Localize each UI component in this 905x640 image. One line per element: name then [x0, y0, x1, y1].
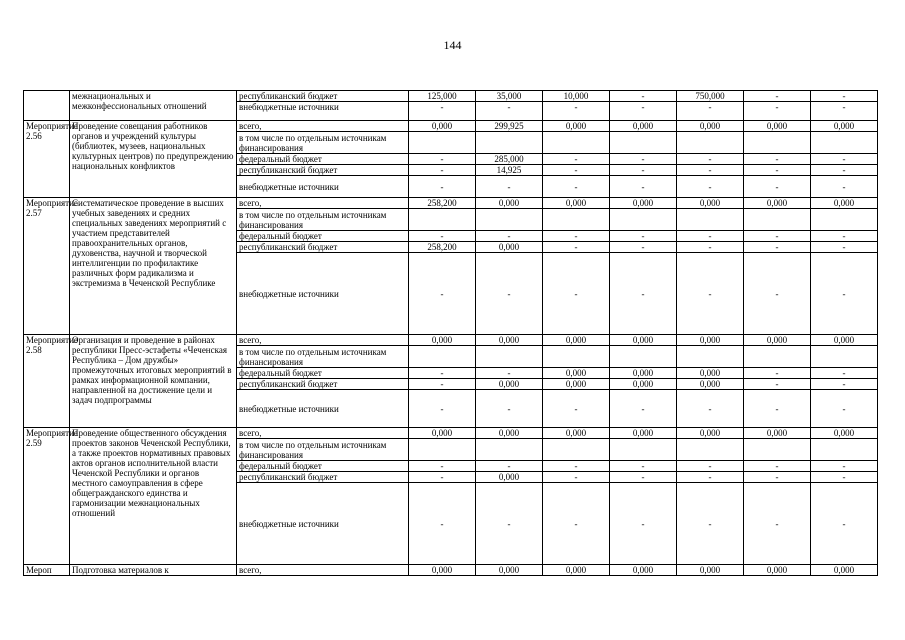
- amount-cell: -: [677, 483, 744, 565]
- amount-cell: 0,000: [409, 335, 476, 346]
- table-row: [24, 198, 878, 209]
- amount-cell: -: [543, 253, 610, 335]
- amount-cell: [610, 346, 677, 368]
- amount-cell: -: [811, 368, 878, 379]
- amount-cell: 0,000: [811, 565, 878, 576]
- amount-cell: -: [811, 91, 878, 102]
- amount-cell: 14,925: [476, 165, 543, 176]
- amount-cell: 299,925: [476, 121, 543, 132]
- amount-cell: -: [409, 390, 476, 428]
- table-row: [24, 565, 878, 576]
- amount-cell: -: [409, 165, 476, 176]
- amount-cell: 0,000: [677, 121, 744, 132]
- page-number: 144: [443, 38, 462, 52]
- amount-cell: [744, 346, 811, 368]
- amount-cell: -: [476, 253, 543, 335]
- amount-cell: [409, 209, 476, 231]
- amount-cell: 0,000: [476, 242, 543, 253]
- amount-cell: -: [811, 253, 878, 335]
- table-row: [24, 335, 878, 346]
- amount-cell: [543, 346, 610, 368]
- amount-cell: [677, 346, 744, 368]
- amount-cell: 0,000: [744, 121, 811, 132]
- amount-cell: [610, 209, 677, 231]
- amount-cell: 0,000: [409, 121, 476, 132]
- amount-cell: -: [677, 176, 744, 198]
- measure-title-cell: Организация и проведение в районах республики Пресс-эстафеты «Чеченская Республика – Дом дружбы» промежуточных итоговых мероприятий в рамках информационной компании, направленной на достижение цели и задач подпрограммы: [70, 335, 237, 428]
- measure-code-cell: Мероприятие 2.59: [24, 428, 70, 565]
- funding-source-cell: всего,: [237, 428, 409, 439]
- measure-title-cell: Проведение общественного обсуждения проектов законов Чеченской Республики, а также проектов нормативных правовых актов органов исполнительной власти Чеченской Республики и органов местного самоуправления в сфере общегражданского единства и гармонизации межнациональных отношений: [70, 428, 237, 565]
- funding-source-cell: республиканский бюджет: [237, 242, 409, 253]
- amount-cell: -: [811, 379, 878, 390]
- amount-cell: -: [610, 102, 677, 121]
- amount-cell: -: [476, 368, 543, 379]
- funding-source-cell: всего,: [237, 335, 409, 346]
- amount-cell: 0,000: [744, 565, 811, 576]
- amount-cell: -: [677, 390, 744, 428]
- amount-cell: 0,000: [811, 121, 878, 132]
- amount-cell: -: [811, 483, 878, 565]
- amount-cell: [811, 132, 878, 154]
- table-row: [24, 428, 878, 439]
- amount-cell: 0,000: [610, 198, 677, 209]
- amount-cell: 0,000: [677, 198, 744, 209]
- measure-title-cell: Систематическое проведение в высших учебных заведениях и средних специальных заведениях мероприятий с участием представителей правоохранительных органов, духовенства, научной и творческой интеллигенции по профилактике различных форм радикализма и экстремизма в Чеченской Республике: [70, 198, 237, 335]
- amount-cell: -: [610, 242, 677, 253]
- measure-code-cell: Мероприятие 2.57: [24, 198, 70, 335]
- amount-cell: 0,000: [409, 428, 476, 439]
- amount-cell: 0,000: [543, 368, 610, 379]
- amount-cell: 0,000: [811, 198, 878, 209]
- amount-cell: [409, 439, 476, 461]
- amount-cell: 285,000: [476, 154, 543, 165]
- amount-cell: -: [811, 461, 878, 472]
- amount-cell: [409, 346, 476, 368]
- amount-cell: 0,000: [677, 428, 744, 439]
- amount-cell: -: [744, 165, 811, 176]
- funding-source-cell: республиканский бюджет: [237, 91, 409, 102]
- amount-cell: 35,000: [476, 91, 543, 102]
- measure-title-cell: Проведение совещания работников органов и учреждений культуры (библиотек, музеев, национальных культурных центров) по предупреждению национальных конфликтов: [70, 121, 237, 198]
- amount-cell: -: [610, 390, 677, 428]
- funding-source-cell: всего,: [237, 198, 409, 209]
- amount-cell: -: [610, 91, 677, 102]
- amount-cell: 0,000: [409, 565, 476, 576]
- amount-cell: 0,000: [610, 379, 677, 390]
- amount-cell: [610, 439, 677, 461]
- amount-cell: -: [543, 231, 610, 242]
- amount-cell: -: [409, 231, 476, 242]
- amount-cell: -: [476, 390, 543, 428]
- amount-cell: -: [543, 242, 610, 253]
- amount-cell: 125,000: [409, 91, 476, 102]
- amount-cell: 0,000: [476, 198, 543, 209]
- amount-cell: [811, 439, 878, 461]
- amount-cell: -: [677, 165, 744, 176]
- amount-cell: [811, 209, 878, 231]
- amount-cell: -: [409, 154, 476, 165]
- amount-cell: [811, 346, 878, 368]
- amount-cell: 0,000: [610, 428, 677, 439]
- amount-cell: [610, 132, 677, 154]
- amount-cell: -: [476, 461, 543, 472]
- amount-cell: -: [677, 472, 744, 483]
- funding-source-cell: всего,: [237, 121, 409, 132]
- budget-table-body: [24, 91, 878, 576]
- amount-cell: -: [610, 461, 677, 472]
- amount-cell: [543, 209, 610, 231]
- amount-cell: [744, 132, 811, 154]
- amount-cell: [476, 439, 543, 461]
- amount-cell: -: [476, 102, 543, 121]
- amount-cell: 750,000: [677, 91, 744, 102]
- amount-cell: 0,000: [744, 335, 811, 346]
- amount-cell: -: [610, 253, 677, 335]
- amount-cell: 0,000: [476, 565, 543, 576]
- amount-cell: -: [610, 472, 677, 483]
- amount-cell: -: [811, 176, 878, 198]
- amount-cell: -: [409, 461, 476, 472]
- amount-cell: 0,000: [476, 379, 543, 390]
- funding-source-cell: внебюджетные источники: [237, 253, 409, 335]
- table-row: [24, 91, 878, 102]
- funding-source-cell: республиканский бюджет: [237, 379, 409, 390]
- amount-cell: -: [610, 231, 677, 242]
- amount-cell: 0,000: [744, 198, 811, 209]
- funding-source-cell: республиканский бюджет: [237, 472, 409, 483]
- funding-source-cell: внебюджетные источники: [237, 483, 409, 565]
- amount-cell: -: [409, 483, 476, 565]
- amount-cell: -: [409, 176, 476, 198]
- amount-cell: -: [744, 368, 811, 379]
- funding-source-cell: внебюджетные источники: [237, 390, 409, 428]
- amount-cell: 0,000: [543, 198, 610, 209]
- amount-cell: 0,000: [476, 335, 543, 346]
- amount-cell: -: [610, 483, 677, 565]
- amount-cell: -: [543, 165, 610, 176]
- amount-cell: 0,000: [677, 565, 744, 576]
- amount-cell: -: [610, 154, 677, 165]
- amount-cell: [476, 209, 543, 231]
- measure-title-cell: межнациональных и межконфессиональных отношений: [70, 91, 237, 121]
- amount-cell: -: [744, 102, 811, 121]
- amount-cell: -: [476, 176, 543, 198]
- amount-cell: -: [409, 102, 476, 121]
- measure-code-cell: Мероприятие 2.58: [24, 335, 70, 428]
- amount-cell: [409, 132, 476, 154]
- amount-cell: -: [476, 231, 543, 242]
- amount-cell: 0,000: [744, 428, 811, 439]
- amount-cell: -: [811, 390, 878, 428]
- amount-cell: 0,000: [677, 379, 744, 390]
- funding-source-cell: федеральный бюджет: [237, 154, 409, 165]
- amount-cell: 0,000: [677, 368, 744, 379]
- amount-cell: 0,000: [543, 428, 610, 439]
- measure-code-cell: [24, 91, 70, 121]
- measure-code-cell: Мероп: [24, 565, 70, 576]
- amount-cell: -: [811, 154, 878, 165]
- amount-cell: -: [610, 176, 677, 198]
- funding-source-cell: федеральный бюджет: [237, 231, 409, 242]
- amount-cell: 0,000: [543, 379, 610, 390]
- funding-source-cell: в том числе по отдельным источникам финансирования: [237, 439, 409, 461]
- amount-cell: -: [543, 102, 610, 121]
- amount-cell: -: [409, 379, 476, 390]
- amount-cell: -: [409, 253, 476, 335]
- amount-cell: 258,200: [409, 242, 476, 253]
- amount-cell: 0,000: [811, 335, 878, 346]
- funding-source-cell: федеральный бюджет: [237, 461, 409, 472]
- amount-cell: -: [677, 231, 744, 242]
- amount-cell: 258,200: [409, 198, 476, 209]
- amount-cell: 0,000: [610, 335, 677, 346]
- amount-cell: -: [744, 379, 811, 390]
- amount-cell: 0,000: [476, 472, 543, 483]
- amount-cell: -: [409, 472, 476, 483]
- amount-cell: -: [811, 102, 878, 121]
- amount-cell: -: [744, 242, 811, 253]
- amount-cell: 0,000: [610, 565, 677, 576]
- budget-table: [23, 90, 878, 576]
- funding-source-cell: всего,: [237, 565, 409, 576]
- amount-cell: [476, 132, 543, 154]
- amount-cell: -: [409, 368, 476, 379]
- amount-cell: -: [744, 176, 811, 198]
- amount-cell: 0,000: [543, 565, 610, 576]
- amount-cell: -: [677, 242, 744, 253]
- amount-cell: -: [543, 461, 610, 472]
- measure-title-cell: Подготовка материалов к: [70, 565, 237, 576]
- funding-source-cell: в том числе по отдельным источникам финансирования: [237, 346, 409, 368]
- funding-source-cell: федеральный бюджет: [237, 368, 409, 379]
- amount-cell: -: [677, 461, 744, 472]
- amount-cell: 0,000: [543, 121, 610, 132]
- amount-cell: -: [543, 483, 610, 565]
- amount-cell: -: [811, 242, 878, 253]
- amount-cell: 0,000: [610, 121, 677, 132]
- funding-source-cell: в том числе по отдельным источникам финансирования: [237, 209, 409, 231]
- amount-cell: 10,000: [543, 91, 610, 102]
- amount-cell: -: [811, 231, 878, 242]
- amount-cell: -: [610, 165, 677, 176]
- amount-cell: -: [744, 390, 811, 428]
- amount-cell: [543, 439, 610, 461]
- amount-cell: 0,000: [476, 428, 543, 439]
- amount-cell: -: [811, 472, 878, 483]
- funding-source-cell: внебюджетные источники: [237, 176, 409, 198]
- amount-cell: -: [677, 154, 744, 165]
- amount-cell: 0,000: [543, 335, 610, 346]
- amount-cell: -: [543, 176, 610, 198]
- amount-cell: -: [744, 91, 811, 102]
- amount-cell: [677, 132, 744, 154]
- amount-cell: -: [543, 154, 610, 165]
- table-row: [24, 121, 878, 132]
- amount-cell: -: [476, 483, 543, 565]
- funding-source-cell: республиканский бюджет: [237, 165, 409, 176]
- amount-cell: -: [744, 231, 811, 242]
- amount-cell: 0,000: [811, 428, 878, 439]
- amount-cell: [744, 439, 811, 461]
- funding-source-cell: в том числе по отдельным источникам финансирования: [237, 132, 409, 154]
- amount-cell: [744, 209, 811, 231]
- amount-cell: -: [543, 390, 610, 428]
- amount-cell: -: [677, 253, 744, 335]
- amount-cell: -: [744, 472, 811, 483]
- amount-cell: 0,000: [610, 368, 677, 379]
- amount-cell: -: [677, 102, 744, 121]
- amount-cell: [677, 439, 744, 461]
- amount-cell: -: [543, 472, 610, 483]
- funding-source-cell: внебюджетные источники: [237, 102, 409, 121]
- measure-code-cell: Мероприятие 2.56: [24, 121, 70, 198]
- amount-cell: [677, 209, 744, 231]
- amount-cell: [543, 132, 610, 154]
- amount-cell: [476, 346, 543, 368]
- amount-cell: -: [744, 461, 811, 472]
- amount-cell: -: [811, 165, 878, 176]
- amount-cell: -: [744, 253, 811, 335]
- amount-cell: -: [744, 154, 811, 165]
- amount-cell: -: [744, 483, 811, 565]
- amount-cell: 0,000: [677, 335, 744, 346]
